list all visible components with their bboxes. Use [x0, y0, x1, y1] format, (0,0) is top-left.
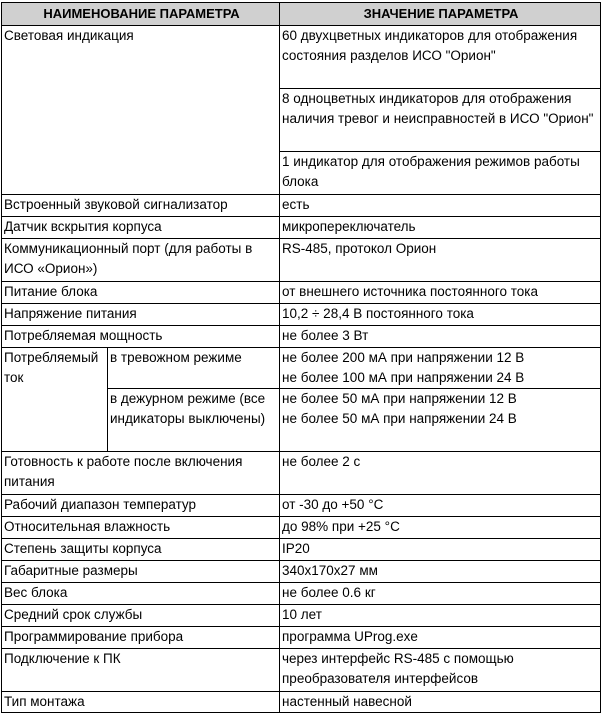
table-row [2, 282, 601, 304]
param-subname-cell: в дежурном режиме (все индикаторы выключены) [108, 389, 280, 452]
param-value-cell: RS-485, протокол Орион [280, 239, 601, 282]
spec-table [1, 2, 601, 713]
param-value-cell: программа UProg.exe [280, 627, 601, 649]
param-name-cell: Тип монтажа [2, 692, 280, 713]
param-subname-cell: в тревожном режиме [108, 348, 280, 389]
param-value-cell: от внешнего источника постоянного тока [280, 282, 601, 304]
param-name-cell: Датчик вскрытия корпуса [2, 217, 280, 239]
table-row [2, 539, 601, 561]
param-name-cell: Потребляемая мощность [2, 326, 280, 348]
param-value-cell: не более 3 Вт [280, 326, 601, 348]
table-row [2, 583, 601, 605]
param-name-cell: Рабочий диапазон температур [2, 495, 280, 517]
table-row [2, 26, 601, 89]
header-param-name: НАИМЕНОВАНИЕ ПАРАМЕТРА [2, 3, 280, 26]
table-row [2, 495, 601, 517]
param-value-cell: IP20 [280, 539, 601, 561]
param-value-cell: есть [280, 195, 601, 217]
table-row [2, 304, 601, 326]
value-line: не более 200 мА при напряжении 12 В [282, 350, 525, 365]
param-value-cell: через интерфейс RS-485 с помощью преобразователя интерфейсов [280, 649, 601, 692]
param-name-cell: Световая индикация [2, 26, 280, 195]
table-row [2, 627, 601, 649]
table-row [2, 452, 601, 495]
param-value-cell: до 98% при +25 °С [280, 517, 601, 539]
table-row [2, 326, 601, 348]
param-value-cell: 8 одноцветных индикаторов для отображения наличия тревог и неисправностей в ИСО "Орион" [280, 89, 601, 152]
param-value-cell: не более 0.6 кг [280, 583, 601, 605]
table-row [2, 605, 601, 627]
param-value-cell: настенный навесной [280, 692, 601, 713]
param-name-cell: Готовность к работе после включения питания [2, 452, 280, 495]
param-name-cell: Степень защиты корпуса [2, 539, 280, 561]
table-row [2, 692, 601, 713]
param-value-cell: микропереключатель [280, 217, 601, 239]
value-line: не более 50 мА при напряжении 24 В [282, 411, 517, 426]
param-value-cell: 10,2 ÷ 28,4 В постоянного тока [280, 304, 601, 326]
table-row [2, 217, 601, 239]
param-name-cell: Потребляемый ток [2, 348, 108, 452]
param-name-cell: Подключение к ПК [2, 649, 280, 692]
param-name-cell: Коммуникационный порт (для работы в ИСО «Орион») [2, 239, 280, 282]
table-row [2, 195, 601, 217]
param-name-cell: Габаритные размеры [2, 561, 280, 583]
param-value-cell: от -30 до +50 °С [280, 495, 601, 517]
param-name-cell: Питание блока [2, 282, 280, 304]
param-value-cell: 340x170x27 мм [280, 561, 601, 583]
param-name-cell: Вес блока [2, 583, 280, 605]
value-line: не более 100 мА при напряжении 24 В [282, 370, 525, 385]
param-name-cell: Напряжение питания [2, 304, 280, 326]
value-line: не более 50 мА при напряжении 12 В [282, 391, 517, 406]
param-name-cell: Встроенный звуковой сигнализатор [2, 195, 280, 217]
param-value-cell [280, 348, 601, 389]
param-value-cell [280, 389, 601, 452]
param-value-cell: 60 двухцветных индикаторов для отображения состояния разделов ИСО "Орион" [280, 26, 601, 89]
table-row [2, 348, 601, 389]
table-row [2, 239, 601, 282]
param-name-cell: Программирование прибора [2, 627, 280, 649]
header-row [2, 3, 601, 26]
header-param-value: ЗНАЧЕНИЕ ПАРАМЕТРА [280, 3, 601, 26]
table-row [2, 649, 601, 692]
table-row [2, 517, 601, 539]
param-value-cell: 10 лет [280, 605, 601, 627]
param-name-cell: Средний срок службы [2, 605, 280, 627]
param-value-cell: 1 индикатор для отображения режимов работы блока [280, 152, 601, 195]
param-name-cell: Относительная влажность [2, 517, 280, 539]
table-row [2, 561, 601, 583]
param-value-cell: не более 2 с [280, 452, 601, 495]
